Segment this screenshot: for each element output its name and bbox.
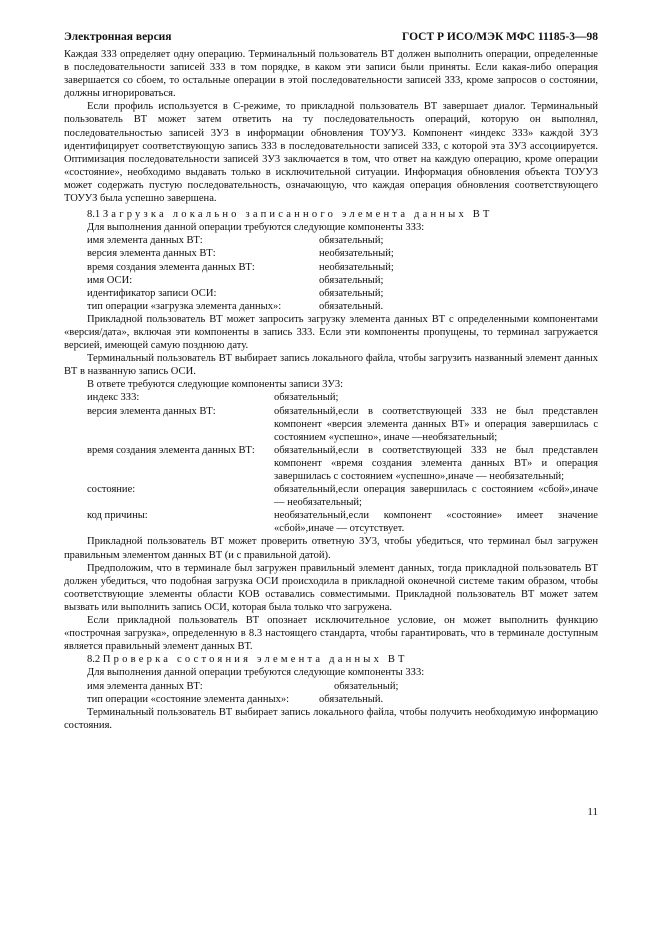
- section-intro: Для выполнения данной операции требуются следующие компоненты 3З3:: [87, 667, 425, 679]
- component-req: обязательный;: [319, 274, 384, 286]
- response-name: версия элемента данных ВТ:: [87, 405, 216, 417]
- header-left: Электронная версия: [64, 31, 172, 43]
- section-number: 8.1: [87, 209, 101, 221]
- response-name: время создания элемента данных ВТ:: [87, 444, 255, 456]
- header-right: ГОСТ Р ИСО/МЭК МФС 11185-3—98: [402, 31, 598, 43]
- component-name: версия элемента данных ВТ:: [87, 248, 216, 260]
- response-req: обязательный,если в соответствующей 3З3 не был представлен компонент «время создания элемента данных ВТ» и операция завершилась с состоянием «успешно»,иначе — необязательный;: [274, 444, 598, 482]
- response-row: [64, 391, 598, 404]
- paragraph: Прикладной пользователь ВТ может запросить загрузку элемента данных ВТ с определенными компонентами «версия/дата», включая эти компоненты в запись 3З3. Если эти компоненты пропущены, то терминал загружается версией, имеющей самую позднюю дату.: [64, 313, 598, 352]
- component-row: [64, 247, 598, 260]
- response-row: [64, 405, 598, 444]
- response-row: [64, 509, 598, 535]
- paragraph: Каждая 3З3 определяет одну операцию. Терминальный пользователь ВТ должен выполнить операции, определенные в последовательности записей 3З3 в том порядке, в каком эти записи были приняты. Если какая-либо операция завершается со сбоем, то остальные операции в этой последовательности записей 3З3, кроме запросов о состоянии, должны игнорироваться.: [64, 49, 598, 100]
- document-body: [64, 48, 598, 732]
- component-req: необязательный;: [319, 248, 394, 260]
- section-number: 8.2: [87, 654, 101, 666]
- response-req: обязательный;: [274, 392, 339, 404]
- component-row: [64, 287, 598, 300]
- response-name: индекс 3З3:: [87, 392, 140, 404]
- paragraph: Предположим, что в терминале был загружен правильный элемент данных, тогда прикладной пользователь ВТ должен убедиться, что подобная загрузка ОСИ происходила в прикладной оконечной системе таким образом, чтобы соответствующие элементы области КОВ оставались совместимыми. Прикладной пользователь ВТ может затем вызвать или выполнить запись ОСИ, которая была только что загружена.: [64, 562, 598, 613]
- page-number: 11: [587, 806, 598, 818]
- component-name: время создания элемента данных ВТ:: [87, 261, 255, 273]
- component-row: [64, 693, 598, 706]
- component-req: обязательный.: [319, 693, 384, 705]
- response-name: состояние:: [87, 484, 136, 496]
- component-req: обязательный.: [319, 300, 384, 312]
- section-intro: Для выполнения данной операции требуются следующие компоненты 3З3:: [87, 222, 425, 234]
- document-page: [64, 0, 598, 936]
- paragraph: В ответе требуются следующие компоненты записи 3У3:: [87, 379, 344, 391]
- response-row: [64, 483, 598, 509]
- paragraph: Если профиль используется в С-режиме, то прикладной пользователь ВТ завершает диалог. Терминальный пользователь ВТ может затем ответить на ту последовательность операций, которую он выполнял, последовательностью записей 3У3 в информации обновления ТОУУЗ. Компонент «индекс 3З3» каждой 3У3 идентифицирует соответствующую запись 3З3 в последовательности записей 3З3, с которой эта 3У3 ассоциируется. Оптимизация последовательности записей 3У3 заключается в том, что ответ на каждую операцию, кроме операции «состояние», необходимо выдавать только в исключительной ситуации. Информация обновления объекта ТОУУЗ может содержать пустую последовательность, означающую, что каждая операция обновления соответствующего ТОУУЗ была успешно завершена.: [64, 101, 598, 205]
- paragraph: Терминальный пользователь ВТ выбирает запись локального файла, чтобы загрузить названный элемент данных ВТ в названную запись ОСИ.: [64, 353, 598, 378]
- section-title: Загрузка локально записанного элемента данных ВТ: [102, 209, 493, 221]
- component-req: необязательный;: [319, 261, 394, 273]
- response-req: обязательный,если операция завершилась с состоянием «сбой»,иначе — необязательный;: [274, 484, 598, 509]
- paragraph: Если прикладной пользователь ВТ опознает исключительное условие, он может выполнить функцию «построчная загрузка», определенную в 8.3 настоящего стандарта, чтобы гарантировать, что в терминале доступным является правильный элемент данных ВТ.: [64, 615, 598, 653]
- section-heading: [64, 653, 598, 666]
- response-row: [64, 444, 598, 483]
- component-name: идентификатор записи ОСИ:: [87, 287, 217, 299]
- component-name: тип операции «состояние элемента данных»:: [87, 693, 290, 705]
- component-req: обязательный;: [334, 680, 399, 692]
- component-name: имя элемента данных ВТ:: [87, 235, 203, 247]
- component-row: [64, 234, 598, 247]
- response-name: код причины:: [87, 510, 148, 522]
- section-title: Проверка состояния элемента данных ВТ: [102, 654, 408, 666]
- component-row: [64, 680, 598, 693]
- component-req: обязательный;: [319, 235, 384, 247]
- component-req: обязательный;: [319, 287, 384, 299]
- component-name: имя ОСИ:: [87, 274, 133, 286]
- component-name: тип операции «загрузка элемента данных»:: [87, 300, 282, 312]
- paragraph: Прикладной пользователь ВТ может проверить ответную 3У3, чтобы убедиться, что терминал был загружен правильным элементом данных ВТ (и с правильной датой).: [64, 536, 598, 561]
- paragraph: Терминальный пользователь ВТ выбирает запись локального файла, чтобы получить необходимую информацию состояния.: [64, 706, 598, 731]
- component-row: [64, 300, 598, 313]
- component-row: [64, 274, 598, 287]
- response-req: необязательный,если компонент «состояние» имеет значение «сбой»,иначе — отсутствует.: [274, 510, 598, 535]
- response-req: обязательный,если в соответствующей 3З3 не был представлен компонент «версия элемента данных ВТ» и операция завершилась с состоянием «успешно», иначе —необязательный;: [274, 405, 598, 443]
- component-row: [64, 261, 598, 274]
- section-heading: [64, 208, 598, 221]
- component-name: имя элемента данных ВТ:: [87, 680, 203, 692]
